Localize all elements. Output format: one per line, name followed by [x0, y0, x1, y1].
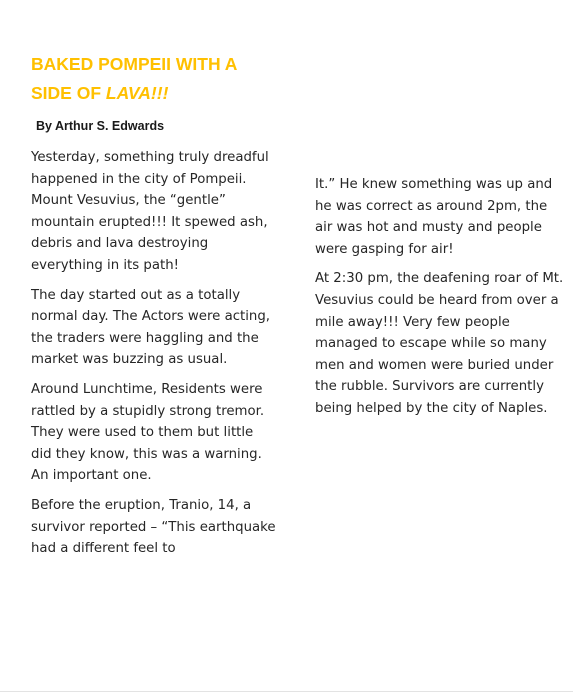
paragraph: Yesterday, something truly dreadful happened in the city of Pompeii. Mount Vesuvius, the “gentle” mountain erupted!!! It spewed ash, debris and lava destroying everything in its path!	[31, 150, 269, 273]
paragraph: At 2:30 pm, the deafening roar of Mt. Vesuvius could be heard from over a mile away!!! Very few people managed to escape while so many men and women were buried under the rubble. Survivors are currently being helped by the city of Naples.	[315, 271, 564, 416]
right-column	[315, 174, 565, 428]
left-column	[31, 147, 276, 568]
paragraph: Before the eruption, Tranio, 14, a survivor reported – “This earthquake had a different feel to	[31, 497, 276, 557]
article-byline: By Arthur S. Edwards	[36, 119, 165, 133]
article-title-line2-prefix: SIDE OF	[31, 83, 106, 103]
article-title-emphasis: LAVA!!!	[105, 83, 169, 103]
paragraph: It.” He knew something was up and he was correct as around 2pm, the air was hot and musty and people were gasping for air!	[315, 177, 553, 257]
paragraph: The day started out as a totally normal day. The Actors were acting, the traders were haggling and the market was buzzing as usual.	[31, 287, 271, 368]
page-bottom-edge	[0, 691, 573, 692]
article-title	[31, 50, 291, 108]
paragraph: Around Lunchtime, Residents were rattled by a stupidly strong tremor. They were used to them but little did they know, this was a warning. An important one.	[31, 381, 265, 484]
article-title-line1: BAKED POMPEII WITH A	[31, 54, 238, 74]
